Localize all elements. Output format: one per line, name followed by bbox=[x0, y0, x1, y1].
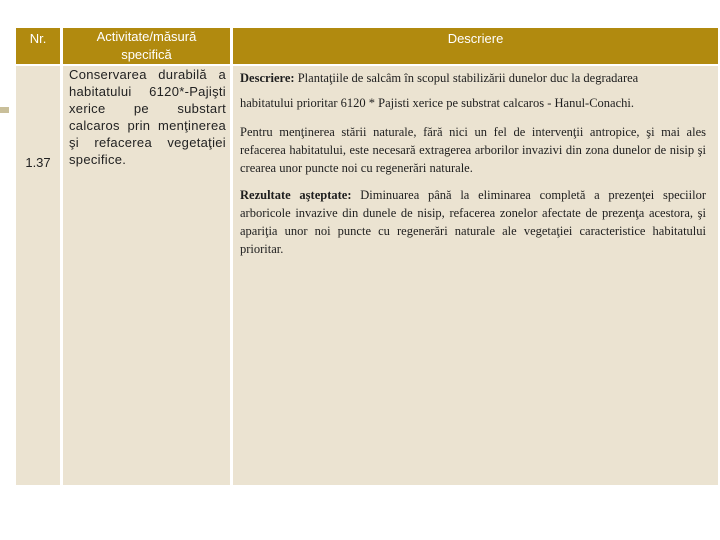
descriere-label: Descriere: bbox=[240, 71, 295, 85]
row-activity-cell bbox=[63, 66, 230, 485]
description-intro bbox=[240, 69, 706, 87]
measures-table bbox=[16, 28, 718, 485]
rezultate-text: Diminuarea până la eliminarea completă a prezenţei speciilor arboricole invazive din dunele de nisip, refacerea zonelor afectate de prezenţa acestora, şi apariţia unor noi puncte cu regenerări naturale ale vegetaţiei caracteristice habitatului prioritar. bbox=[240, 188, 707, 256]
slide-accent-mark bbox=[0, 107, 9, 113]
header-description: Descriere bbox=[233, 28, 718, 64]
header-nr: Nr. bbox=[16, 28, 60, 64]
row-description-cell bbox=[233, 66, 718, 485]
rezultate-label: Rezultate aşteptate: bbox=[240, 188, 352, 202]
header-activity: Activitate/măsură specifică bbox=[63, 28, 230, 64]
descriere-line1: Plantaţiile de salcâm în scopul stabilizării dunelor duc la degradarea bbox=[297, 71, 639, 85]
description-paragraph: Pentru menţinerea stării naturale, fără nici un fel de intervenţii antropice, şi mai ales refacerea habitatului, este necesară extragerea arborilor invazivi din zona dunelor de nisip şi crearea unor puncte noi cu regenerări naturale. bbox=[240, 125, 706, 175]
expected-results bbox=[240, 186, 706, 258]
activity-text: Conservarea durabilă a habitatului 6120*-Pajişti xerice pe substart calcaros prin menţinerea şi refacerea vegetaţiei specifice. bbox=[69, 67, 226, 167]
row-nr-cell bbox=[16, 66, 60, 485]
descriere-line2: habitatului prioritar 6120 * Pajisti xerice pe substrat calcaros - Hanul-Conachi. bbox=[240, 96, 634, 110]
row-number: 1.37 bbox=[25, 155, 51, 170]
